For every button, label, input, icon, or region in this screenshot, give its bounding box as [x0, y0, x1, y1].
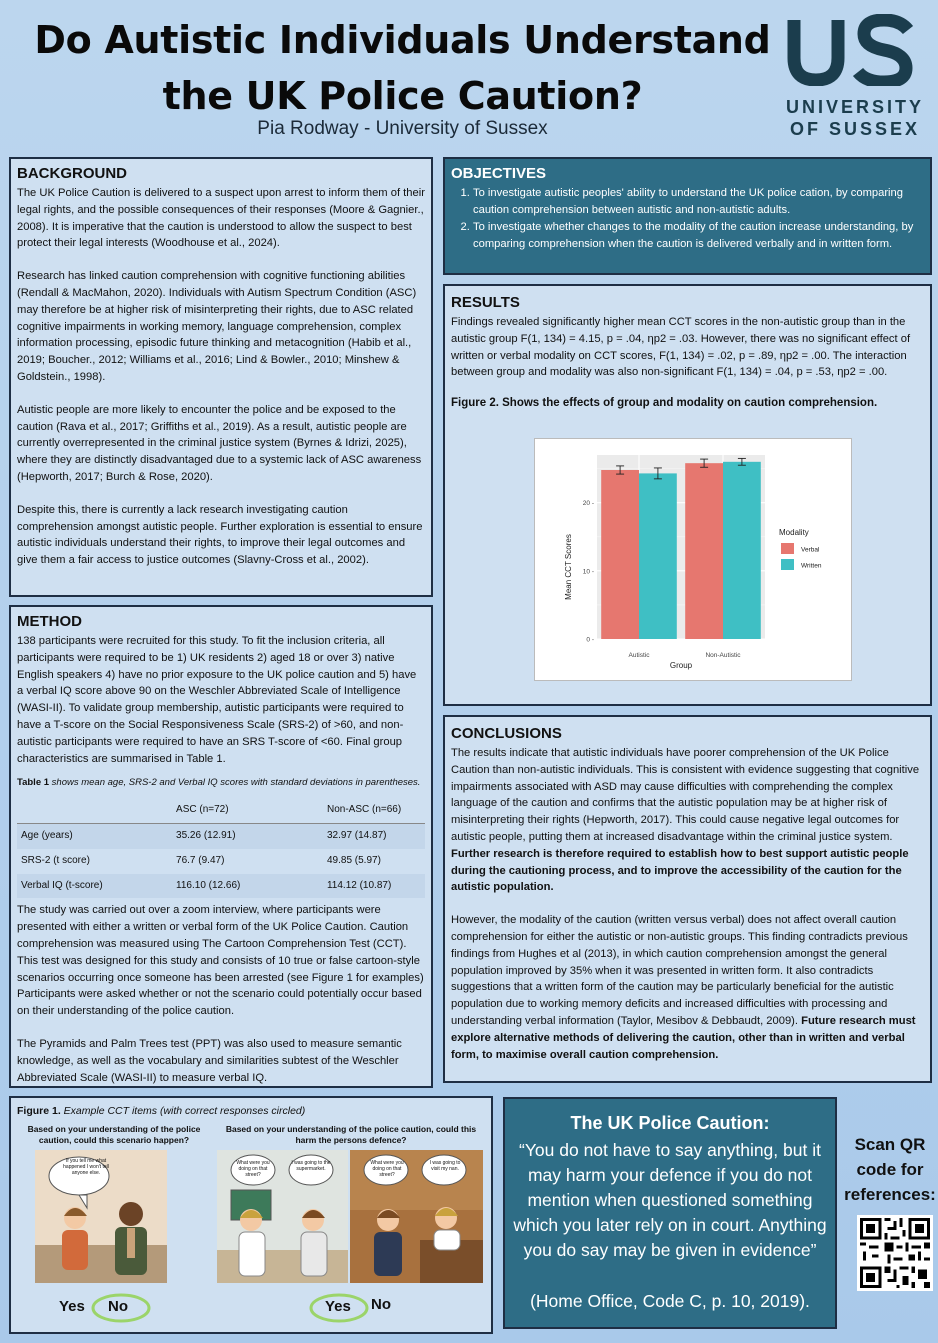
table-header: ASC (n=72) — [176, 804, 229, 816]
question-1: Based on your understanding of the police caution, could this scenario happen? — [27, 1124, 201, 1145]
speech-bubble-5: I was going to visit my nan. — [429, 1160, 461, 1172]
table-cell: 76.7 (9.47) — [176, 854, 225, 866]
y-tick-label: 20 - — [582, 500, 594, 508]
y-tick-label: 0 - — [586, 636, 594, 644]
table-caption-label: Table 1 — [17, 777, 50, 789]
answer-yes-2: Yes — [325, 1298, 351, 1315]
results-paragraph: Findings revealed significantly higher mean CCT scores in the non-autistic group than in the autistic group F(1, 134) = 4.15, p = .04, ηp2 = .03. However, there was no significant effect of written or verbal modality on CCT scores, F(1, 134) = .02, p = .89, ηp2 = .00. The interaction between group and modality was also non-significant F(1, 134) = .04, p = .53, ηp2 = .00. — [451, 316, 911, 379]
table-row — [17, 849, 425, 874]
background-paragraph-2: Research has linked caution comprehension with cognitive functioning abilities (Rendall & MacMahon, 2020). Individuals with Autism Spectrum Condition (ASC) may therefore be at higher risk of misinterpreting their rights, due to ASC related cognitive impairments in working memory, language comprehension, complex information processing, episodic future thinking and metacognition (Habib et al., 2019; Boucher., 2012; Williams et al., 2016; Lind & Bowler., 2010; Minshew & Goldstein., 1998). — [17, 270, 417, 383]
table-header: Non-ASC (n=66) — [326, 804, 402, 816]
conclusions-p2-text: However, the modality of the caution (written versus verbal) does not affect overall caution comprehension for either the autistic or non-autistic groups. This finding contradicts previous findings from Hughes et al (2013), in which caution comprehension amongst the general population improved by 35% when it was presented in written form. It also contradicts suggestions that a written form of the caution may be particularly beneficial for the autistic population due to working memory deficits and increased difficulties with processing and understanding verbal information (Taylor, Mesibov & Debbaudt, 2009). — [451, 914, 908, 1027]
question-2: Based on your understanding of the police caution, could this harm the persons defence? — [225, 1124, 477, 1145]
speech-bubble-4: What were you doing on that street? — [370, 1160, 404, 1178]
bar-written — [639, 473, 677, 639]
y-axis-label: Mean CCT Scores — [564, 534, 573, 600]
speech-bubble-2: What were you doing on that street? — [236, 1160, 270, 1178]
table-cell: Verbal IQ (t-score) — [21, 879, 103, 891]
author-line: Pia Rodway - University of Sussex — [257, 118, 548, 139]
title-line-1: Do Autistic Individuals Understand — [34, 18, 771, 62]
logo-line-1: UNIVERSITY — [785, 97, 925, 117]
table-cell: 116.10 (12.66) — [176, 879, 241, 891]
objectives-heading: OBJECTIVES — [451, 165, 547, 182]
caution-quote: “You do not have to say anything, but it may harm your defence if you do not mention when questioned something which you later rely on in court. Anything you do say may be given in evidence” — [513, 1140, 827, 1260]
conclusions-paragraph-1 — [451, 745, 924, 896]
conclusions-p2-emphasis: Future research must explore alternative methods of delivering the caution, other than in written and verbal form, to maximise overall caution comprehension. — [451, 1014, 916, 1061]
legend-label: Verbal — [801, 546, 820, 554]
legend-swatch-written — [781, 559, 794, 570]
conclusions-heading: CONCLUSIONS — [451, 725, 562, 742]
bar-verbal — [685, 463, 723, 639]
table-header — [17, 798, 172, 823]
legend-title: Modality — [779, 528, 809, 537]
x-tick-label: Autistic — [628, 652, 650, 659]
x-tick-label: Non-Autistic — [705, 652, 741, 659]
objectives-panel — [443, 157, 932, 275]
university-name — [780, 96, 930, 140]
conclusions-p1-emphasis: Further research is therefore required to establish how to best support autistic people during the cautioning process, and to improve the accessibility of the caution for the autistic population. — [451, 847, 909, 894]
figure-1-panel — [9, 1096, 493, 1334]
figure-2-caption: Figure 2. Shows the effects of group and modality on caution comprehension. — [451, 397, 878, 410]
logo-line-2: OF SUSSEX — [789, 119, 921, 139]
objectives-list — [473, 185, 924, 253]
participants-table — [17, 798, 425, 898]
method-panel — [9, 605, 433, 1088]
table-row — [17, 874, 425, 899]
answer-no-1: No — [108, 1298, 128, 1315]
university-logo — [780, 14, 930, 144]
bar-written — [723, 462, 761, 639]
speech-bubble-3: I was going to the supermarket. — [291, 1160, 331, 1172]
qr-instructions: Scan QR code for references: — [844, 1135, 936, 1204]
caution-heading: The UK Police Caution: — [570, 1113, 770, 1133]
table-cell: 32.97 (14.87) — [326, 829, 387, 841]
legend-swatch-verbal — [781, 543, 794, 554]
table-cell: SRS-2 (t score) — [21, 854, 90, 866]
results-heading: RESULTS — [451, 294, 520, 311]
table-caption — [17, 775, 425, 792]
method-paragraph-3: The Pyramids and Palm Trees test (PPT) was also used to measure semantic knowledge, as well as the vocabulary and similarities subtest of the Weschler Abbreviated Scale (WASI-II) to measure verbal IQ. — [17, 1037, 402, 1084]
background-panel — [9, 157, 433, 597]
x-axis-label: Group — [669, 661, 693, 670]
objective-item: 1. To investigate autistic peoples' ability to understand the UK police cation, by comparing caution comprehension between autistic and non-autistic adults. — [473, 185, 924, 219]
conclusions-panel — [443, 715, 932, 1083]
background-paragraph-1: The UK Police Caution is delivered to a suspect upon arrest to inform them of their legal rights, and the possible consequences of their responses (Moore & Gagnier., 2008). It is imperative that the caution is understood to allow the suspect to best protect their legal interests (Woodhouse et al., 2024). — [17, 187, 425, 250]
conclusions-p1-text: The results indicate that autistic individuals have poorer comprehension of the UK Police Caution than non-autistic individuals. This is consistent with evidence suggesting that cognitive impairments associated with ASD may cause difficulties with comprehending the complex language of the caution and confirms that the autistic population may be at higher risk of misinterpreting their rights (Hepworth, 2017). This could cause negative legal outcomes for autistic people, putting them at increased disadvantage within the criminal justice system. — [451, 747, 920, 843]
table-row — [17, 823, 425, 848]
figure-1-label: Figure 1. — [17, 1105, 61, 1117]
method-paragraph-1: 138 participants were recruited for this study. To fit the inclusion criteria, all participants were required to be 1) UK residents 2) aged 18 or over 3) native English speakers 4) have no prior exposure to the UK police caution and 5) have a verbal IQ score above 90 on the Weschler Abbreviated Scale of Intelligence (WASI-II). To validate group membership, autistic participants were required to have a T-score on the Social Responsiveness Scale (SRS-2) of >60, and non-autistic participants were required to have an SRS T-score of <60. Final group characteristics are summarised in Table 1. — [17, 635, 417, 765]
answer-no-2: No — [371, 1296, 391, 1313]
method-paragraph-2: The study was carried out over a zoom interview, where participants were presented with either a written or verbal form of the UK Police Caution. Caution comprehension was measured using The Cartoon Comprehension Test (CCT). This test was designed for this study and consists of 10 true or false cartoon-style scenarios occurring once someone has been arrested (see Figure 1 for examples) Participants were asked whether or not the scenario could potentially occur based on their understanding of the police caution. — [17, 904, 424, 1018]
title-line-2: the UK Police Caution? — [162, 74, 643, 118]
legend-label: Written — [801, 562, 822, 570]
figure-1-caption — [17, 1103, 485, 1120]
speech-bubble-1: If you tell me what happened I won't tell anyone else. — [63, 1158, 109, 1176]
background-paragraph-4: Despite this, there is currently a lack research investigating caution comprehension amongst autistic people. Further exploration is essential to ensure autistic individuals understand their rights, to improve their legal outcomes and give them a fair access to justice outcomes (Slavny-Cross et al., 2002). — [17, 503, 423, 567]
table-caption-text: shows mean age, SRS-2 and Verbal IQ scores with standard deviations in parentheses. — [49, 777, 421, 789]
table-cell: 49.85 (5.97) — [326, 854, 381, 866]
figure-1-text: Example CCT items (with correct responses circled) — [60, 1105, 306, 1117]
method-heading: METHOD — [17, 613, 82, 630]
table-cell: 35.26 (12.91) — [176, 829, 236, 841]
y-tick-label: 10 - — [582, 568, 594, 576]
table-header-row — [17, 798, 425, 823]
bar-verbal — [601, 470, 639, 639]
qr-code-icon[interactable] — [857, 1215, 933, 1291]
table-cell: Age (years) — [21, 829, 73, 841]
answer-yes-1: Yes — [59, 1298, 85, 1315]
table-cell: 114.12 (10.87) — [326, 879, 392, 891]
conclusions-paragraph-2 — [451, 912, 924, 1063]
background-paragraph-3: Autistic people are more likely to encounter the police and be exposed to the caution (Rava et al., 2017; Griffiths et al., 2019). As a result, autistic people are currently overrepresented in the criminal justice system (Byrnes & Idrizi, 2025), where they are distinctly disadvantaged due to a systemic lack of ASC awareness (Hepworth, 2017; Burch & Rose, 2020). — [17, 403, 422, 483]
results-panel — [443, 284, 932, 706]
objective-item: 2. To investigate whether changes to the modality of the caution increase understanding, by comparing comprehension when the caution is delivered verbally and in written form. — [473, 219, 924, 253]
police-caution-box — [503, 1097, 837, 1329]
background-heading: BACKGROUND — [17, 165, 127, 182]
figure-2-chart — [534, 438, 852, 681]
poster-title — [30, 12, 775, 124]
bar-chart — [535, 439, 853, 682]
us-logo-mark — [780, 14, 930, 86]
caution-citation: (Home Office, Code C, p. 10, 2019). — [530, 1291, 810, 1311]
